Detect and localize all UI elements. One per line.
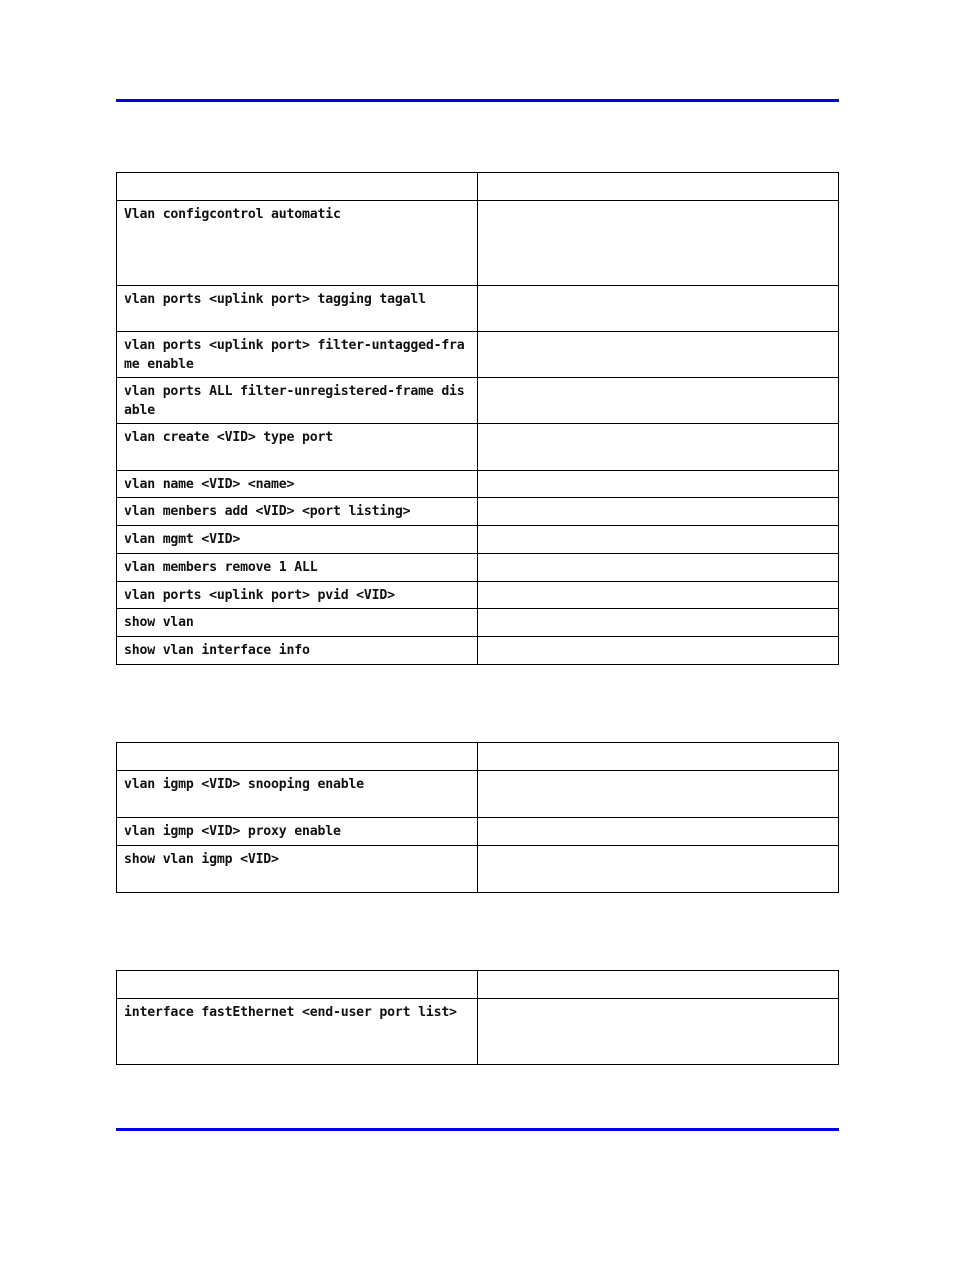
table-row (117, 582, 839, 609)
command-cell: vlan ports <uplink port> pvid <VID> (117, 582, 478, 609)
table-row (117, 554, 839, 582)
table-row (117, 286, 839, 332)
command-cell: vlan menbers add <VID> <port listing> (117, 498, 478, 526)
command-cell: vlan ports ALL filter-unregistered-frame disable (117, 378, 478, 424)
header-cell-command (117, 743, 478, 771)
description-cell (478, 378, 839, 424)
interface-commands-table (116, 970, 839, 1065)
table-row (117, 999, 839, 1065)
command-cell: vlan igmp <VID> snooping enable (117, 771, 478, 818)
header-cell-description (478, 971, 839, 999)
table-row (117, 471, 839, 498)
table-row (117, 526, 839, 554)
table-row (117, 637, 839, 665)
command-cell: interface fastEthernet <end-user port list> (117, 999, 478, 1065)
command-cell: show vlan (117, 609, 478, 637)
description-cell (478, 498, 839, 526)
command-cell: vlan mgmt <VID> (117, 526, 478, 554)
vlan-commands-table (116, 172, 839, 665)
command-cell: Vlan configcontrol automatic (117, 201, 478, 286)
table-row (117, 378, 839, 424)
table-row (117, 498, 839, 526)
table-row (117, 201, 839, 286)
command-cell: vlan igmp <VID> proxy enable (117, 818, 478, 846)
table-header-row (117, 743, 839, 771)
description-cell (478, 526, 839, 554)
table-row (117, 846, 839, 893)
description-cell (478, 471, 839, 498)
description-cell (478, 609, 839, 637)
table-row (117, 771, 839, 818)
table-row (117, 609, 839, 637)
description-cell (478, 424, 839, 471)
command-cell: vlan name <VID> <name> (117, 471, 478, 498)
description-cell (478, 582, 839, 609)
table-header-row (117, 971, 839, 999)
command-cell: vlan members remove 1 ALL (117, 554, 478, 582)
header-rule (116, 99, 839, 102)
description-cell (478, 637, 839, 665)
igmp-commands-table (116, 742, 839, 893)
description-cell (478, 818, 839, 846)
command-cell: vlan ports <uplink port> filter-untagged-frame enable (117, 332, 478, 378)
description-cell (478, 771, 839, 818)
description-cell (478, 999, 839, 1065)
description-cell (478, 554, 839, 582)
description-cell (478, 846, 839, 893)
table-row (117, 818, 839, 846)
table-header-row (117, 173, 839, 201)
description-cell (478, 332, 839, 378)
command-cell: vlan create <VID> type port (117, 424, 478, 471)
command-cell: vlan ports <uplink port> tagging tagall (117, 286, 478, 332)
command-cell: show vlan igmp <VID> (117, 846, 478, 893)
table-row (117, 332, 839, 378)
table-row (117, 424, 839, 471)
command-cell: show vlan interface info (117, 637, 478, 665)
header-cell-command (117, 173, 478, 201)
header-cell-command (117, 971, 478, 999)
header-cell-description (478, 743, 839, 771)
description-cell (478, 286, 839, 332)
description-cell (478, 201, 839, 286)
footer-rule (116, 1128, 839, 1131)
header-cell-description (478, 173, 839, 201)
